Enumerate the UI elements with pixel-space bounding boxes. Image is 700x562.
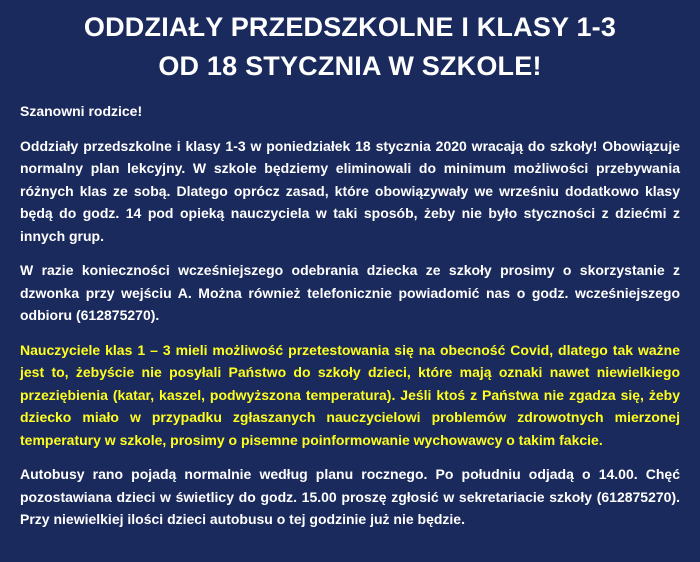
paragraph-early-pickup: W razie konieczności wcześniejszego odebrania dziecka ze szkoły prosimy o skorzystanie z dzwonka przy wejściu A. Można również telefonicznie powiadomić nas o godz. wcześniejszego odbioru (612875270). [20,262,680,323]
title-line-1: ODDZIAŁY PRZEDSZKOLNE I KLASY 1-3 [83,12,617,42]
paragraph-return-to-school: Oddziały przedszkolne i klasy 1-3 w poniedziałek 18 stycznia 2020 wracają do szkoły! Obowiązuje normalny plan lekcyjny. W szkole będziemy eliminowali do minimum możliwości przebywania różnych klas ze sobą. Dlatego oprócz zasad, które obowiązywały we wrześniu dodatkowo klasy będą do godz. 14 pod opieką nauczyciela w taki sposób, żeby nie było styczności z dziećmi z innych grup. [20,137,680,244]
greeting: Szanowni rodzice! [20,103,143,119]
paragraph-buses: Autobusy rano pojadą normalnie według planu rocznego. Po południu odjadą o 14.00. Chęć pozostawiana dzieci w świetlicy do godz. 15.00 proszę zgłosić w sekretariacie szkoły (612875270). Przy niewielkiej ilości dzieci autobusu o tej godzinie już nie będzie. [20,466,680,527]
page-title [20,8,680,86]
paragraph-covid-notice: Nauczyciele klas 1 – 3 mieli możliwość przetestowania się na obecność Covid, dlatego tak ważne jest to, żebyście nie posyłali Państwo do szkoły dzieci, które mają oznaki nawet niewielkiego przeziębienia (katar, kaszel, podwyższona temperatura). Jeśli ktoś z Państwa nie zgadza się, żeby dziecko miało w przypadku zgłaszanych nauczycielowi problemów zdrowotnych mierzonej temperatury w szkole, prosimy o pisemne poinformowanie wychowawcy o takim fakcie. [20,341,680,448]
title-line-2: OD 18 STYCZNIA W SZKOLE! [158,51,542,81]
